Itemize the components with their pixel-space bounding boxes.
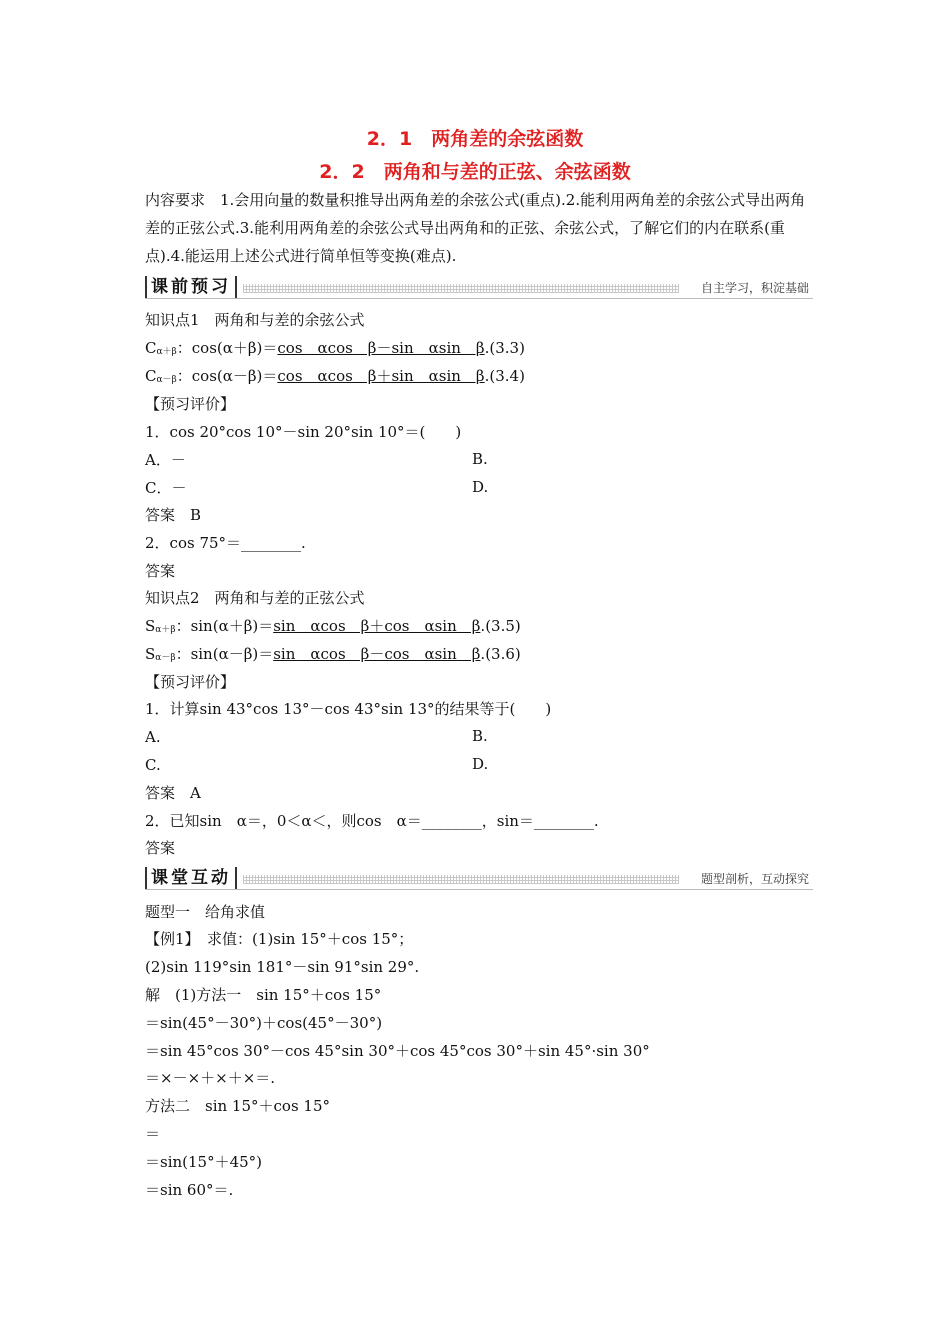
formula-number: .(3.6) [480, 645, 521, 663]
knowledge-point-2-heading: 知识点2 两角和与差的正弦公式 [145, 589, 365, 607]
answer-1: 答案 B [145, 506, 202, 524]
formula-subscript: α＋β [156, 347, 177, 357]
formula-symbol: C [145, 339, 157, 357]
option-b: B. [472, 450, 488, 468]
formula-cos-sum [145, 338, 525, 362]
section-bar-preview [145, 278, 813, 299]
question-2: 2．已知sin α＝，0＜α＜，则cos α＝________，sin＝________. [145, 812, 599, 830]
question-1: 1．计算sin 43°cos 13°－cos 43°sin 13°的结果等于( ) [145, 700, 552, 718]
section-note: 题型剖析，互动探究 [700, 872, 809, 886]
solution-line: 解 (1)方法一 sin 15°＋cos 15° [145, 986, 382, 1004]
formula-sin-diff [145, 644, 521, 668]
formula-symbol: S [145, 645, 156, 663]
option-c: C. [145, 756, 161, 774]
knowledge-point-1-heading: 知识点1 两角和与差的余弦公式 [145, 311, 365, 329]
section-label: 课堂互动 [145, 867, 237, 889]
formula-subscript: α－β [156, 375, 177, 385]
formula-rhs: sin αcos β－cos αsin β [273, 645, 481, 663]
option-d: D. [472, 755, 489, 773]
example-1-line-1: 【例1】 求值：(1)sin 15°＋cos 15°； [145, 930, 414, 948]
solution-line: 方法二 sin 15°＋cos 15° [145, 1097, 330, 1115]
answer-2: 答案 [145, 562, 176, 580]
answer-1: 答案 A [145, 784, 201, 802]
formula-lhs: ：sin(α＋β)＝ [175, 617, 274, 635]
section-label: 课前预习 [145, 276, 237, 298]
solution-line: ＝sin 60°＝. [145, 1181, 234, 1199]
topic-1-heading: 题型一 给角求值 [145, 903, 266, 921]
formula-lhs: ：cos(α＋β)＝ [176, 339, 278, 357]
formula-sin-sum [145, 616, 521, 640]
formula-number: .(3.3) [484, 339, 525, 357]
solution-line: ＝sin(15°＋45°) [145, 1153, 263, 1171]
formula-number: .(3.4) [484, 367, 525, 385]
title-section-2-2: 2．2 两角和与差的正弦、余弦函数 [319, 161, 631, 183]
section-note: 自主学习，积淀基础 [700, 281, 809, 295]
option-d: D. [472, 478, 489, 496]
solution-line: ＝sin 45°cos 30°－cos 45°sin 30°＋cos 45°cos 30°＋sin 45°·sin 30° [145, 1042, 650, 1060]
formula-rhs: cos αcos β＋sin αsin β [277, 367, 485, 385]
question-2: 2．cos 75°＝________. [145, 534, 306, 552]
example-1-line-2: (2)sin 119°sin 181°－sin 91°sin 29°. [145, 958, 420, 976]
content-requirements: 内容要求 1.会用向量的数量积推导出两角差的余弦公式(重点).2.能利用两角差的余弦公式导出两角差的正弦公式.3.能利用两角差的余弦公式导出两角和的正弦、余弦公式，了解它们的内在联系(重点).4.能运用上述公式进行简单恒等变换(难点). [145, 191, 806, 265]
formula-lhs: ：cos(α－β)＝ [176, 367, 278, 385]
formula-number: .(3.5) [480, 617, 521, 635]
formula-lhs: ：sin(α－β)＝ [175, 645, 274, 663]
formula-subscript: α－β [155, 653, 176, 663]
formula-rhs: sin αcos β＋cos αsin β [273, 617, 481, 635]
solution-line: ＝ [145, 1125, 161, 1143]
dotted-band [243, 284, 679, 293]
preview-eval-heading: 【预习评价】 [145, 395, 236, 413]
answer-2: 答案 [145, 839, 176, 857]
title-section-2-1: 2．1 两角差的余弦函数 [366, 128, 584, 150]
formula-subscript: α＋β [155, 625, 176, 635]
formula-cos-diff [145, 366, 525, 390]
solution-line: ＝sin(45°－30°)＋cos(45°－30°) [145, 1014, 383, 1032]
dotted-band [243, 875, 679, 884]
section-bar-classroom [145, 869, 813, 890]
solution-line: ＝×－×＋×＋×＝. [145, 1069, 276, 1087]
option-a: A．－ [145, 451, 186, 469]
preview-eval-heading: 【预习评价】 [145, 673, 236, 691]
formula-symbol: C [145, 367, 157, 385]
formula-symbol: S [145, 617, 156, 635]
option-c: C．－ [145, 479, 187, 497]
option-b: B. [472, 727, 488, 745]
option-a: A. [145, 728, 161, 746]
question-1: 1．cos 20°cos 10°－sin 20°sin 10°＝( ) [145, 423, 462, 441]
formula-rhs: cos αcos β－sin αsin β [277, 339, 485, 357]
